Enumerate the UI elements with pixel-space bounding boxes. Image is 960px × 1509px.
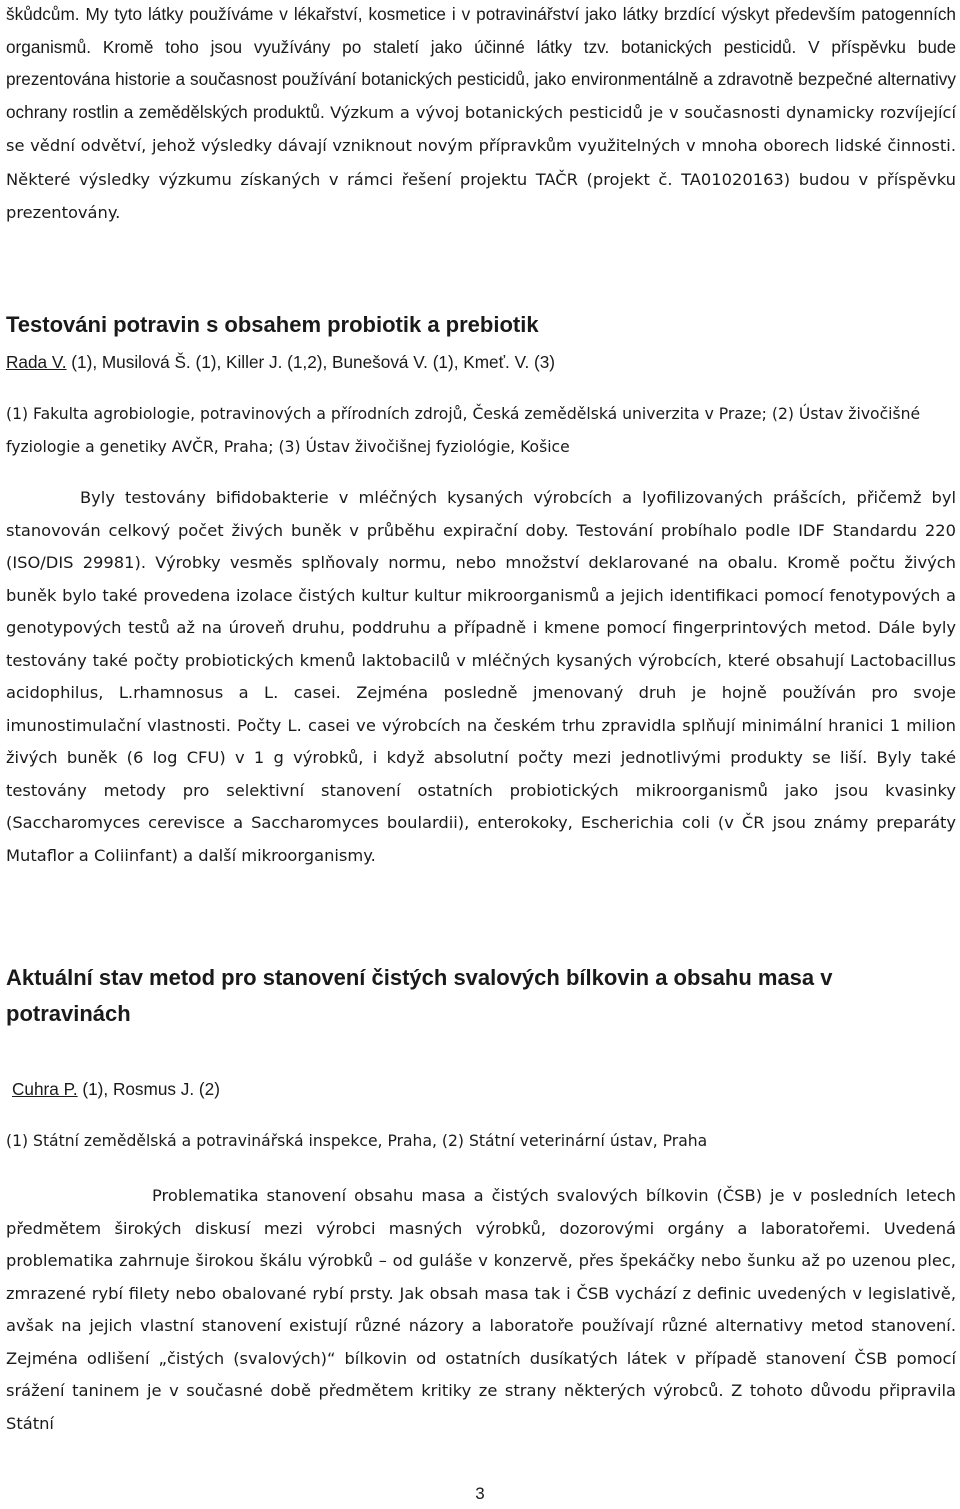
section1-coauthors: (1), Musilová Š. (1), Killer J. (1,2), Bunešová V. (1), Kmeť. V. (3)	[66, 352, 556, 372]
section1-affiliations: (1) Fakulta agrobiologie, potravinových a přírodních zdrojů, Česká zemědělská univerzita v Praze; (2) Ústav živočišné fyziologie a genetiky AVČR, Praha; (3) Ústav živočišnej fyziológie, Košice	[6, 405, 921, 456]
section2-authors	[12, 1079, 220, 1100]
section2-presenter: Cuhra P.	[12, 1079, 78, 1099]
section2-title: Aktuální stav metod pro stanovení čistých svalových bílkovin a obsahu masa v potravinách	[6, 965, 833, 1026]
section2-body: Problematika stanovení obsahu masa a čistých svalových bílkovin (ČSB) je v posledních letech předmětem širokých diskusí mezi výrobci masných výrobků, dozorovými orgány a laboratořemi. Uvedená problematika zahrnuje širokou škálu výrobků – od guláše v konzervě, přes špekáčky nebo šunku až po uzenou plec, zmrazené rybí filety nebo obalované rybí prsty. Jak obsah masa tak i ČSB vychází z definic uvedených v legislativě, avšak na jejich vlastní stanovení existují různé názory a laboratoře používají různé alternativy metod stanovení. Zejména odlišení „čistých (svalových)“ bílkovin od ostatních dusíkatých látek v případě stanovení ČSB pomocí srážení taninem je v současné době předmětem kritiky ze strany některých výrobců. Z tohoto důvodu připravila Státní	[6, 1186, 956, 1433]
intro-text-part1: škůdcům. My tyto látky používáme v lékařství, kosmetice i v potravinářství jako látky brzdící výskyt především patogenních organismů. Kromě toho jsou využívány po staletí jako účinné látky tzv. botanických pesticidů. V příspěvku bude prezentována historie a současnost používání botanických pesticidů, jako environmentálně a zdravotně bezpečné alternativy ochrany rostlin a zemědělských produktů.	[6, 4, 956, 122]
section2-coauthors: (1), Rosmus J. (2)	[77, 1079, 220, 1099]
section1-presenter: Rada V.	[6, 352, 67, 372]
page-number: 3	[475, 1484, 485, 1503]
intro-paragraph	[6, 0, 956, 230]
intro-text-part2: Výzkum a vývoj botanických pesticidů je v současnosti dynamicky rozvíjející se vědní odvětví, jehož výsledky dávají vzniknout novým přípravkům využitelných v mnoha oborech lidské činnosti. Některé výsledky výzkumu získaných v rámci řešení projektu TAČR (projekt č. TA01020163) budou v příspěvku prezentovány.	[6, 102, 956, 222]
section1-authors	[6, 352, 555, 373]
section1-body: Byly testovány bifidobakterie v mléčných kysaných výrobcích a lyofilizovaných prášcích, přičemž byl stanovován celkový počet živých buněk v průběhu expirační doby. Testování probíhalo podle IDF Standardu 220 (ISO/DIS 29981). Výrobky vesměs splňovaly normu, nebo množství deklarované na obalu. Kromě počtu živých buněk bylo také provedena izolace čistých kultur kultur mikroorganismů a jejich identifikaci pomocí fenotypových a genotypových testů až na úroveň druhu, poddruhu a případně i kmene pomocí fingerprintových metod. Dále byly testovány také počty probiotických kmenů laktobacilů v mléčných kysaných výrobcích, které obsahují Lactobacillus acidophilus, L.rhamnosus a L. casei. Zejména posledně jmenovaný druh je hojně používán pro svoje imunostimulační vlastnosti. Počty L. casei ve výrobcích na českém trhu zpravidla splňují minimální hranici 1 milion živých buněk (6 log CFU) v 1 g výrobků, i když absolutní počty mezi jednotlivými produkty se liší. Byly také testovány metody pro selektivní stanovení ostatních probiotických mikroorganismů jako jsou kvasinky (Saccharomyces cerevisce a Saccharomyces boulardii), enterokoky, Escherichia coli (v ČR jsou známy preparáty Mutaflor a Coliinfant) a další mikroorganismy.	[6, 488, 956, 865]
section2-affiliations: (1) Státní zemědělská a potravinářská inspekce, Praha, (2) Státní veterinární ústav, Praha	[6, 1132, 708, 1150]
section1-title: Testováni potravin s obsahem probiotik a prebiotik	[6, 312, 539, 337]
